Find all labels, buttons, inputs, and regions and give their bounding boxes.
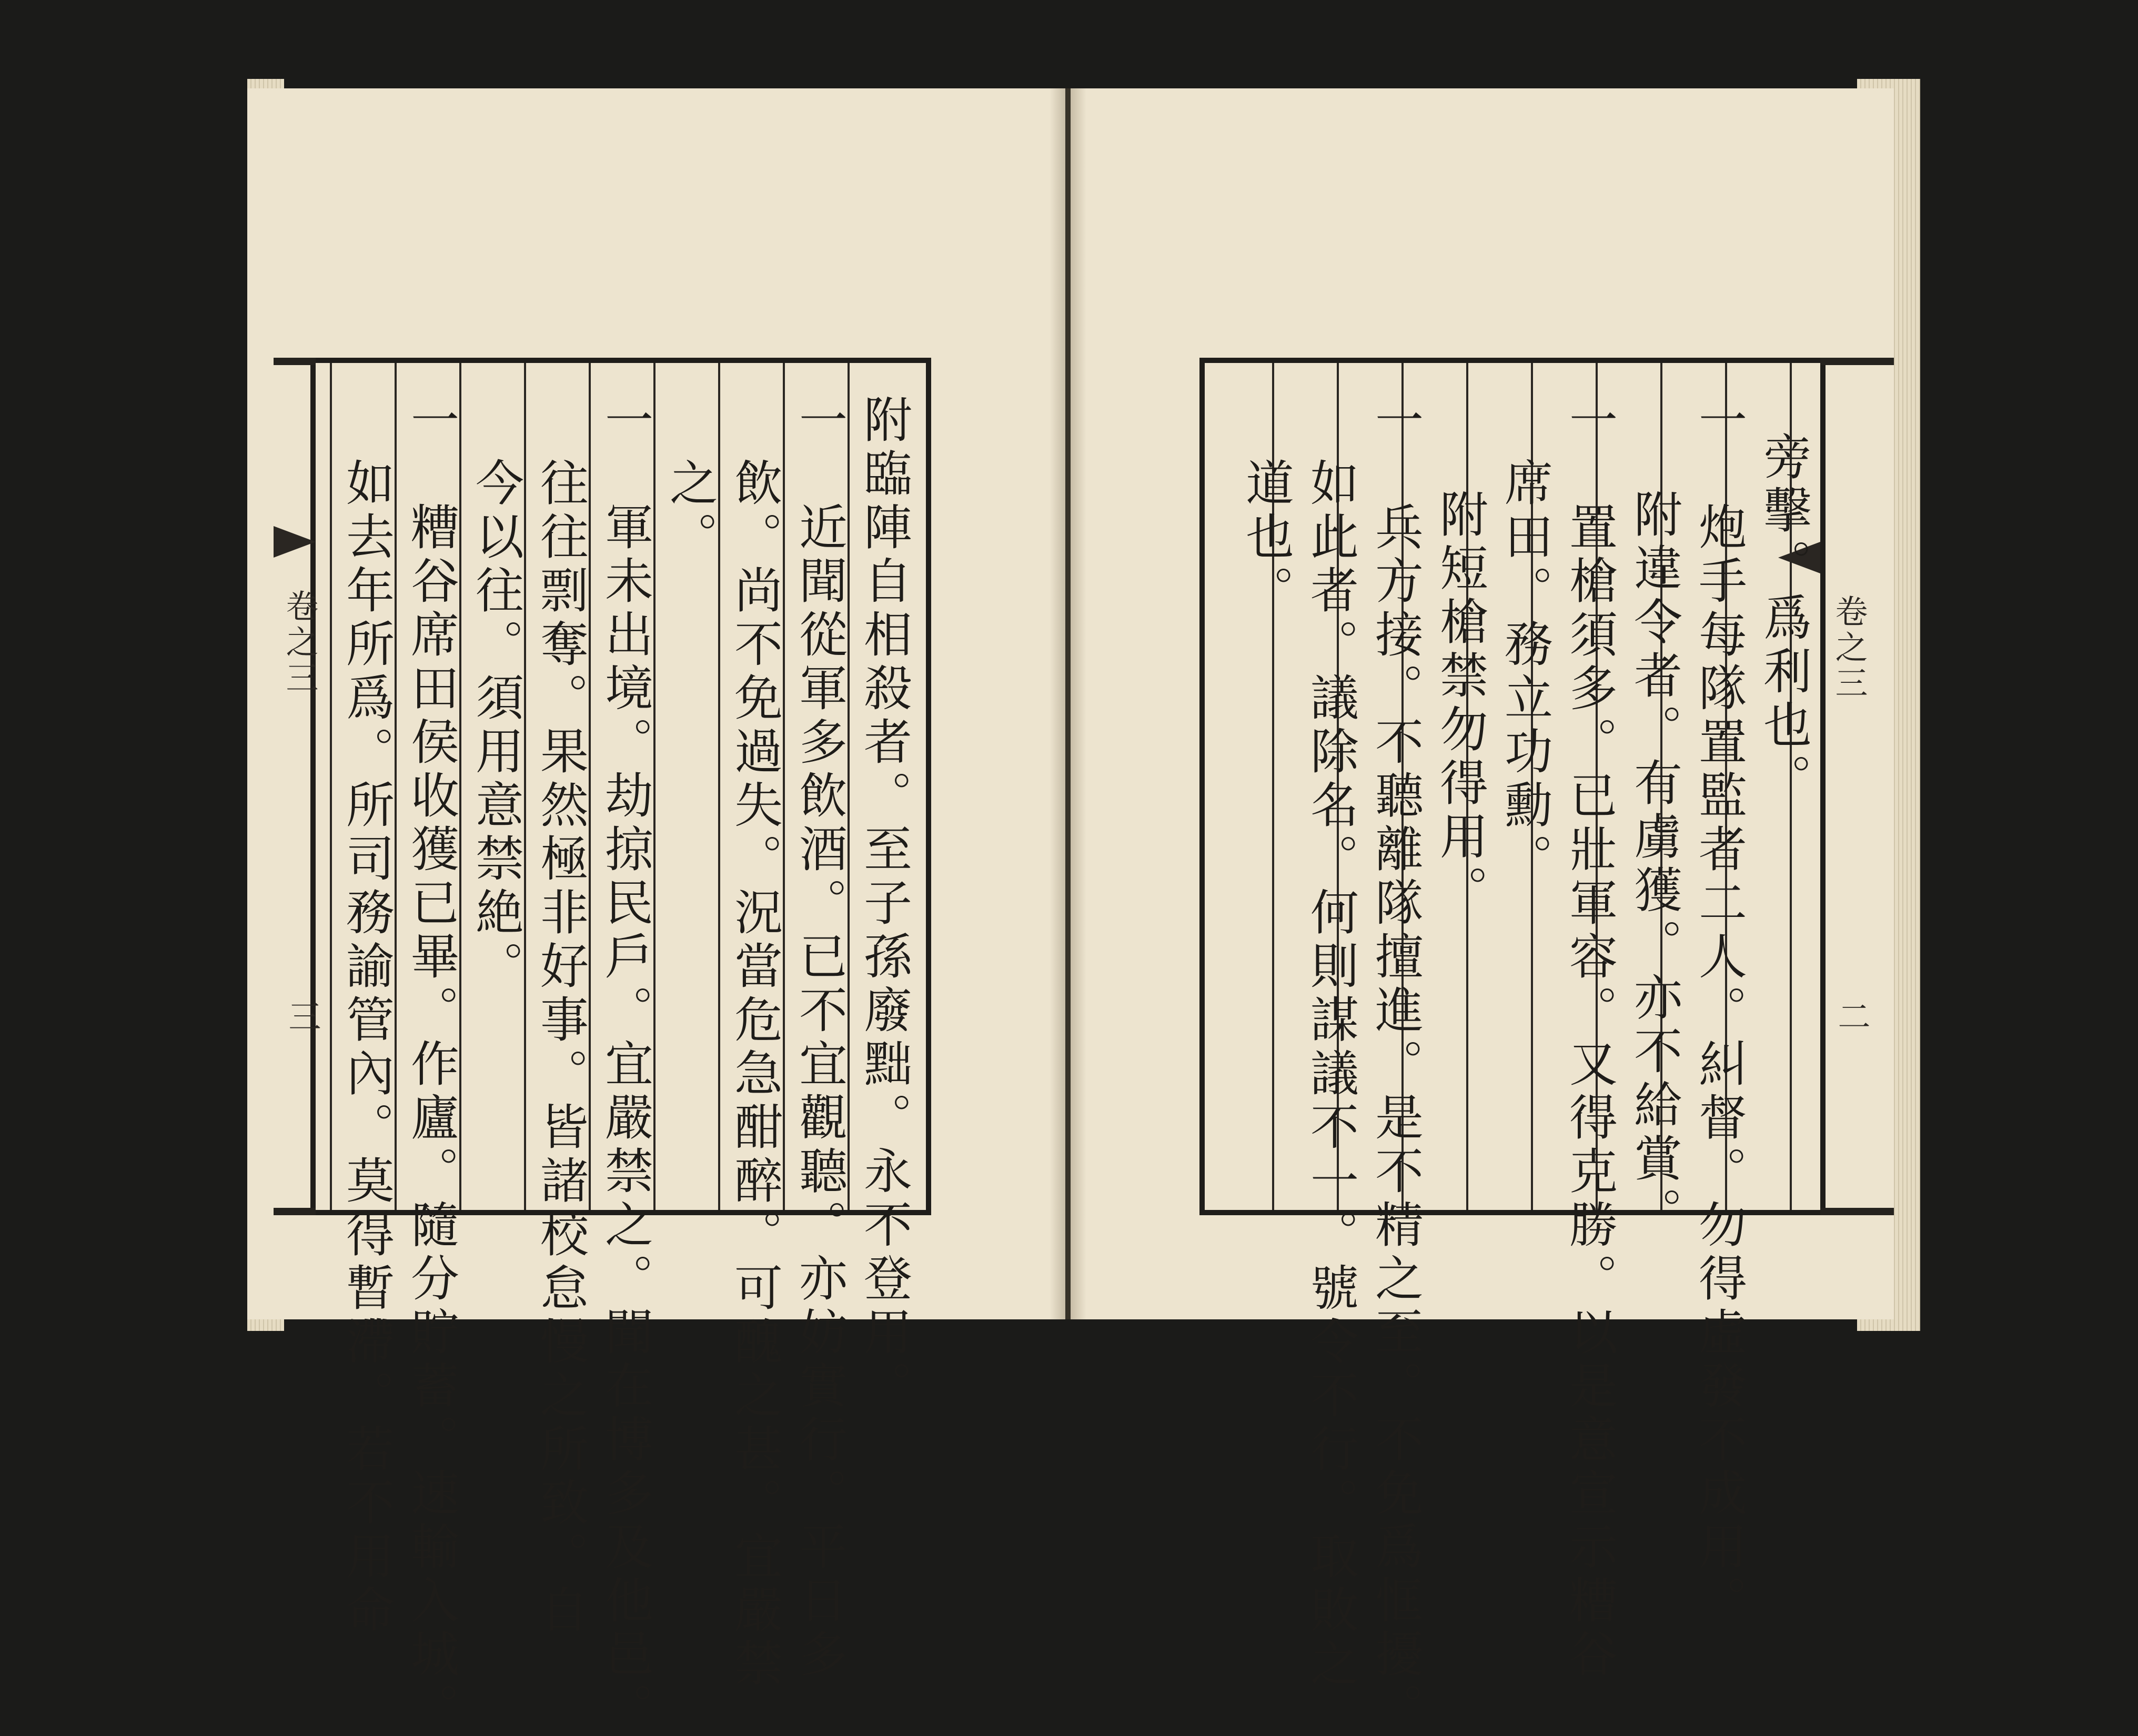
left-col-9: 如去年所爲。所司務諭管內。莫得暫滯。若不用命	[338, 458, 395, 1638]
right-col-5: 席田。務立功勳。	[1497, 458, 1553, 887]
right-col-1: 旁擊。爲利也。	[1756, 431, 1812, 807]
right-page-number: 二	[1832, 1000, 1871, 1035]
left-col-2: 一 近聞從軍多飲酒。已不宜觀聽。亦妨實行。平日多	[791, 395, 848, 1682]
left-col-8: 一 糟谷席田侯收獲已畢。作廬。隨分貯蓄。速輸入城。	[403, 395, 459, 1736]
left-fish-tail-mark	[274, 526, 316, 558]
left-col-1: 附臨陣自相殺者。至子孫廢黜。永不登用。	[856, 395, 912, 1414]
left-bottom-band	[274, 1208, 316, 1215]
right-col-8: 如此者。議除名。何則謀議不一。號令不行。取敗之	[1303, 458, 1359, 1692]
right-bottom-band	[1820, 1208, 1894, 1215]
left-margin-label: 卷之三	[280, 589, 319, 697]
right-col-3: 附違令者。有虜獲。亦不給賞。	[1626, 489, 1682, 1240]
right-col-7: 一 兵方接。不聽離隊擅進。是不精之至。不免爲恇擾。	[1367, 395, 1424, 1736]
right-col-9: 道也。	[1238, 458, 1294, 619]
left-page-number: 三	[283, 1000, 321, 1035]
book-gutter	[1050, 88, 1086, 1319]
right-col-4: 一 置槍須多。已壯軍容。又得克勝。以是意宣示糟谷	[1561, 395, 1618, 1682]
column-rule	[330, 363, 332, 1210]
right-col-6: 附短槍禁勿得用。	[1432, 489, 1488, 919]
left-col-4: 之。	[662, 458, 718, 565]
right-top-band	[1820, 358, 1894, 365]
left-col-6: 往往剽奪。果然極非好事。皆諸校怠慢之所致。自	[532, 458, 589, 1638]
left-col-5: 一 軍未出境。劫掠民戶。宜嚴禁之。聞在博多及他邑。	[597, 395, 653, 1736]
left-col-3: 飲。尚不免過失。況當危急酣醉。可醜之甚。宜嚴禁	[727, 458, 783, 1692]
right-col-2: 一 炮手每隊置監者二人。糾督。勿得虛發不成用。	[1691, 395, 1747, 1629]
left-top-band	[274, 358, 316, 365]
right-margin-label: 卷之三	[1830, 594, 1868, 702]
left-col-7: 今以往。須用意禁絶。	[468, 458, 524, 994]
